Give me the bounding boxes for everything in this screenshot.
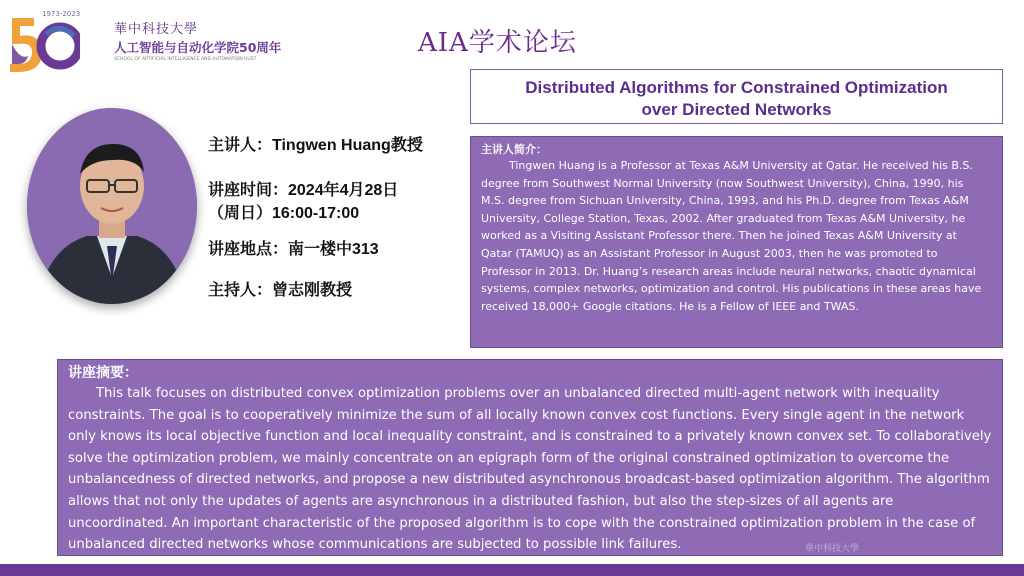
talk-title-line2: over Directed Networks (641, 100, 832, 119)
lecture-time-detail: （周日）16:00-17:00 (208, 205, 360, 222)
speaker-photo-icon (27, 108, 197, 304)
abstract-text: This talk focuses on distributed convex optimization problems over an unbalanced directed multi-agent network with inequality constraints. The goal is to cooperatively minimize the sum of all locally known convex cost functions. Every single agent in the network only knows its local objective function and local inequality constraint, and is constrained to a privately known convex set. To collaboratively solve the optimization problem, we mainly concentrate on an epigraph form of the original constrained optimization to overcome the unbalancedness of directed networks, and propose a new distributed asynchronous broadcast-based optimization algorithm. The algorithm allows that not only the updates of agents are asynchronous in a distributed fashion, but also the step-sizes of all agents are uncoordinated. An important characteristic of the proposed algorithm is to cope with the constrained optimization problem in the case of unbalanced directed networks whose communications are subjected to possible link failures. (68, 386, 992, 553)
bottom-accent-bar (0, 564, 1024, 576)
school-english-name: SCHOOL OF ARTIFICIAL INTELLIGENCE AND AUTOMATION HUST (114, 57, 257, 62)
anniversary-subtitle: 人工智能与自动化学院50周年 (114, 40, 282, 55)
svg-text:1973-2023: 1973-2023 (42, 10, 80, 18)
university-watermark: 華中科技大學 (805, 544, 860, 554)
speaker-bio-panel (470, 136, 1003, 348)
host: 主持人：曾志刚教授 (208, 282, 353, 299)
bio-text: Tingwen Huang is a Professor at Texas A&M University at Qatar. He received his B.S. degree from Southwest Normal University (now Southwest University), China, 1990, his M.S. degree from Sichuan University, China, 1993, and his Ph.D. degree from Texas A&M University, College Station, Texas, 2002. After graduated from Texas A&M University, he worked as a Visiting Assistant Professor there. Then he joined Texas A&M University at Qatar (TAMUQ) as an Assistant Professor in August 2003, then he was promoted to Professor in 2013. Dr. Huang’s research areas include neural networks, chaotic dynamical systems, complex networks, optimization and control. His publications in these areas have received 18,000+ Google citations. He is a Fellow of IEEE and TWAS. (481, 159, 982, 313)
school-logo (6, 4, 296, 76)
talk-title-line1: Distributed Algorithms for Constrained Optimization (525, 78, 948, 97)
lecture-location: 讲座地点：南一楼中313 (208, 241, 379, 258)
speaker-portrait (27, 108, 197, 304)
abstract-panel (57, 359, 1003, 556)
university-name: 華中科技大學 (114, 22, 199, 37)
talk-title-box (470, 69, 1003, 124)
fifty-anniversary-logo-icon (6, 4, 80, 76)
bio-heading: 主讲人简介： (481, 143, 547, 156)
forum-title: AIA学术论坛 (418, 28, 577, 58)
presenter: 主讲人：Tingwen Huang教授 (208, 137, 423, 154)
abstract-heading: 讲座摘要： (68, 365, 138, 381)
lecture-time: 讲座时间：2024年4月28日 (208, 182, 399, 199)
